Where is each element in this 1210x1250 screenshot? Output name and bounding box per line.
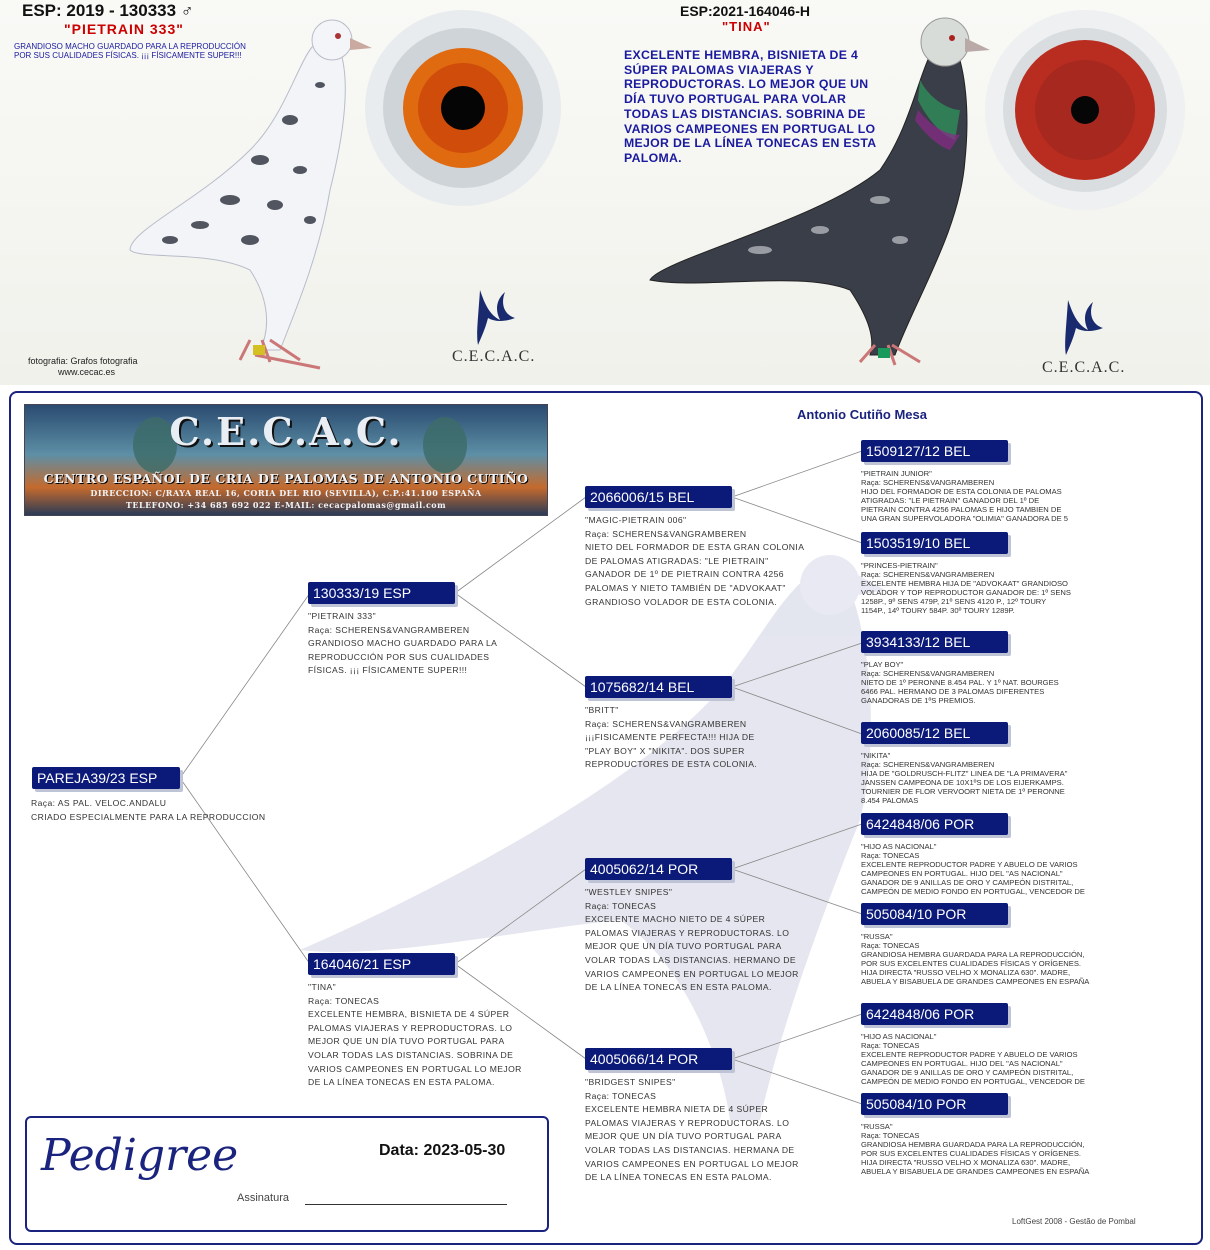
pigeon-box-ssd[interactable]: 1503519/10 BEL bbox=[861, 532, 1008, 554]
pigeon-box-sss[interactable]: 1509127/12 BEL bbox=[861, 440, 1008, 462]
pigeon-box-sdd[interactable]: 2060085/12 BEL bbox=[861, 722, 1008, 744]
pigeon-desc-dds: "HIJO AS NACIONAL" Raça: TONECAS EXCELENTE REPRODUCTOR PADRE Y ABUELO DE VARIOS CAMPEONES EN PORTUGAL. HIJO DEL "AS NACIONAL" GANADOR DE 9 ANILLAS DE ORO Y CAMPEÓN DISTRITAL, CAMPEÓN DE MEDIO FONDO EN PORTUGAL, VENCEDOR DE bbox=[861, 1032, 1085, 1087]
male-pigeon-image bbox=[130, 20, 372, 368]
pigeon-desc-sire: "PIETRAIN 333" Raça: SCHERENS&VANGRAMBEREN GRANDIOSO MACHO GUARDADO PARA LA REPRODUCCIÓN POR SUS CUALIDADES FÍSICAS. ¡¡¡ FÍSICAMENTE SUPER!!! bbox=[308, 611, 498, 676]
female-summary: EXCELENTE HEMBRA, BISNIETA DE 4 SÚPER PALOMAS VIAJERAS Y REPRODUCTORAS. LO MEJOR QUE UN DÍA TUVO PORTUGAL PARA VOLAR TODAS LAS DISTANCIAS. SOBRINA DE VARIOS CAMPEONES EN PORTUGAL LO MEJOR DE LA LÍNEA TONECAS EN ESTA PALOMA. bbox=[624, 48, 876, 165]
logo-title: C.E.C.A.C. bbox=[169, 409, 403, 454]
female-eye-image bbox=[985, 10, 1185, 210]
male-summary: GRANDIOSO MACHO GUARDADO PARA LA REPRODUCCIÓN POR SUS CUALIDADES FÍSICAS. ¡¡¡ FÍSICAMENTE SUPER!!! bbox=[14, 42, 246, 60]
cecac-logo-panel bbox=[24, 404, 548, 516]
cecac-wordmark-right: C.E.C.A.C. bbox=[1042, 359, 1126, 376]
pigeon-desc-sds: "PLAY BOY" Raça: SCHERENS&VANGRAMBEREN NIETO DE 1º PERONNE 8.454 PAL. Y 1º NAT. BOURGES 6466 PAL. HERMANO DE 3 PALOMAS DIFERENTES GANADORAS DE 1ºS PREMIOS. bbox=[861, 660, 1059, 706]
logo-line-3: TELEFONO: +34 685 692 022 E-MAIL: cecacpalomas@gmail.com bbox=[125, 500, 447, 510]
pigeon-box-root[interactable]: PAREJA39/23 ESP bbox=[32, 767, 180, 789]
cecac-wordmark-left: C.E.C.A.C. bbox=[452, 348, 536, 365]
pigeon-desc-dam-dam: "BRIDGEST SNIPES" Raça: TONECAS EXCELENTE HEMBRA NIETA DE 4 SÚPER PALOMAS VIAJERAS Y REPRODUCTORAS. LO MEJOR QUE UN DÍA TUVO PORTUGAL PARA VOLAR TODAS LAS DISTANCIAS. HERMANA DE VARIOS CAMPEONES EN PORTUGAL LO MEJOR DE LA LÍNEA TONECAS EN ESTA PALOMA. bbox=[585, 1077, 799, 1183]
pigeon-desc-sss: "PIETRAIN JUNIOR" Raça: SCHERENS&VANGRAMBEREN HIJO DEL FORMADOR DE ESTA COLONIA DE PALOMAS ATIGRADAS: "LE PIETRAIN" GANADOR DEL 1º DE PIETRAIN CONTRA 4256 PALOMAS E HIJO TAMBIEN DE UNA GRAN SUPERVOLADORA "OLIMIA" GANADORA DE 5 bbox=[861, 469, 1068, 524]
pigeon-desc-dss: "HIJO AS NACIONAL" Raça: TONECAS EXCELENTE REPRODUCTOR PADRE Y ABUELO DE VARIOS CAMPEONES EN PORTUGAL. HIJO DEL "AS NACIONAL" GANADOR DE 9 ANILLAS DE ORO Y CAMPEÓN DISTRITAL, CAMPEÓN DE MEDIO FONDO EN PORTUGAL, VENCEDOR DE bbox=[861, 842, 1085, 897]
pigeon-desc-ssd: "PRINCES-PIETRAIN" Raça: SCHERENS&VANGRAMBEREN EXCELENTE HEMBRA HIJA DE "ADVOKAAT" GRANDIOSO VOLADOR Y TOP REPRODUCTOR GANADOR DE: 1º SENS 1258P., 9º SENS 479P, 21º SENS 4120 P., 12º TOURY 1154P., 14º TOURY 584P. 30º TOURY 1289P. bbox=[861, 561, 1071, 616]
pigeon-box-dam[interactable]: 164046/21 ESP bbox=[308, 953, 455, 975]
owner-name: Antonio Cutiño Mesa bbox=[797, 407, 927, 422]
female-ring-title: ESP:2021-164046-H bbox=[680, 3, 810, 19]
pigeon-desc-sdd: "NIKITA" Raça: SCHERENS&VANGRAMBEREN HIJA DE "GOLDRUSCH-FLITZ" LINEA DE "LA PRIMAVERA" JANSSEN CAMPEONA DE 10X1ºS DE LOS EIJERKAMPS. TOURNIER DE FLOR VERVOORT NIETA DE 1º PERONNE 8.454 PALOMAS bbox=[861, 751, 1068, 806]
website-link[interactable]: www.cecac.es bbox=[58, 367, 116, 377]
pigeon-desc-sire-dam: "BRITT" Raça: SCHERENS&VANGRAMBEREN ¡¡¡FISICAMENTE PERFECTA!!! HIJA DE "PLAY BOY" X "NIKITA". DOS SUPER REPRODUCTORES DE ESTA COLONIA. bbox=[585, 705, 758, 770]
pigeon-box-sire-dam[interactable]: 1075682/14 BEL bbox=[585, 676, 732, 698]
pigeon-box-sire[interactable]: 130333/19 ESP bbox=[308, 582, 455, 604]
pigeon-desc-sire-sire: "MAGIC-PIETRAIN 006" Raça: SCHERENS&VANGRAMBEREN NIETO DEL FORMADOR DE ESTA GRAN COLONIA DE PALOMAS ATIGRADAS: "LE PIETRAIN" GANADOR DE 1º DE PIETRAIN CONTRA 4256 PALOMAS Y NIETO TAMBIÉN DE "ADVOKAAT" GRANDIOSO VOLADOR DE ESTA COLONIA. bbox=[585, 515, 805, 607]
logo-line-1: CENTRO ESPAÑOL DE CRIA DE PALOMAS DE ANTONIO CUTIÑO bbox=[43, 471, 529, 486]
pigeon-box-dam-sire[interactable]: 4005062/14 POR bbox=[585, 858, 732, 880]
pedigree-signature-box bbox=[25, 1116, 549, 1232]
pigeon-desc-dam: "TINA" Raça: TONECAS EXCELENTE HEMBRA, BISNIETA DE 4 SÚPER PALOMAS VIAJERAS Y REPRODUCTORAS. LO MEJOR QUE UN DÍA TUVO PORTUGAL PARA VOLAR TODAS LAS DISTANCIAS. SOBRINA DE VARIOS CAMPEONES EN PORTUGAL LO MEJOR DE LA LÍNEA TONECAS EN ESTA PALOMA. bbox=[308, 982, 522, 1088]
pigeon-box-sire-sire[interactable]: 2066006/15 BEL bbox=[585, 486, 732, 508]
photo-banner bbox=[0, 0, 1210, 385]
male-eye-image bbox=[365, 10, 561, 206]
pigeon-desc-dsd: "RUSSA" Raça: TONECAS GRANDIOSA HEMBRA GUARDADA PARA LA REPRODUCCIÓN, POR SUS EXCELENTES CUALIDADES FÍSICAS Y ORÍGENES. HIJA DIRECTA "RUSSO VELHO X MONALIZA 630". MADRE, ABUELA Y BISABUELA DE GRANDES CAMPEONES EN ESPAÑA bbox=[861, 932, 1090, 987]
pedigree-date: Data: 2023-05-30 bbox=[379, 1142, 506, 1159]
logo-line-2: DIRECCION: C/RAYA REAL 16, CORIA DEL RIO (SEVILLA), C.P.:41.100 ESPAÑA bbox=[90, 488, 482, 498]
signature-line[interactable] bbox=[305, 1204, 507, 1205]
pigeon-box-sds[interactable]: 3934133/12 BEL bbox=[861, 631, 1008, 653]
pigeon-box-ddd[interactable]: 505084/10 POR bbox=[861, 1093, 1008, 1115]
pigeon-box-dss[interactable]: 6424848/06 POR bbox=[861, 813, 1008, 835]
pigeon-desc-root: Raça: AS PAL. VELOC.ANDALU CRIADO ESPECIALMENTE PARA LA REPRODUCCION bbox=[31, 798, 266, 822]
male-name: "PIETRAIN 333" bbox=[64, 21, 184, 37]
pigeon-desc-dam-sire: "WESTLEY SNIPES" Raça: TONECAS EXCELENTE MACHO NIETO DE 4 SÚPER PALOMAS VIAJERAS Y REPRODUCTORAS. LO MEJOR QUE UN DÍA TUVO PORTUGAL PARA VOLAR TODAS LAS DISTANCIAS. HERMANO DE VARIOS CAMPEONES EN PORTUGAL LO MEJOR DE LA LÍNEA TONECAS EN ESTA PALOMA. bbox=[585, 887, 799, 993]
cecac-bird-logo-right bbox=[1065, 300, 1103, 355]
cecac-bird-logo-left bbox=[477, 290, 515, 345]
pigeon-box-dsd[interactable]: 505084/10 POR bbox=[861, 903, 1008, 925]
signature-label: Assinatura bbox=[237, 1192, 289, 1204]
photo-credit: fotografia: Grafos fotografia bbox=[28, 356, 138, 366]
pigeon-box-dam-dam[interactable]: 4005066/14 POR bbox=[585, 1048, 732, 1070]
male-ring-title: ESP: 2019 - 130333 ♂ bbox=[22, 1, 194, 20]
pedigree-wordmark: Pedigree bbox=[41, 1130, 239, 1181]
pigeon-box-dds[interactable]: 6424848/06 POR bbox=[861, 1003, 1008, 1025]
female-name: "TINA" bbox=[722, 19, 771, 34]
pigeon-desc-ddd: "RUSSA" Raça: TONECAS GRANDIOSA HEMBRA GUARDADA PARA LA REPRODUCCIÓN, POR SUS EXCELENTES CUALIDADES FÍSICAS Y ORÍGENES. HIJA DIRECTA "RUSSO VELHO X MONALIZA 630". MADRE, ABUELA Y BISABUELA DE GRANDES CAMPEONES EN ESPAÑA bbox=[861, 1122, 1090, 1177]
software-credit: LoftGest 2008 - Gestão de Pombal bbox=[1012, 1217, 1136, 1226]
